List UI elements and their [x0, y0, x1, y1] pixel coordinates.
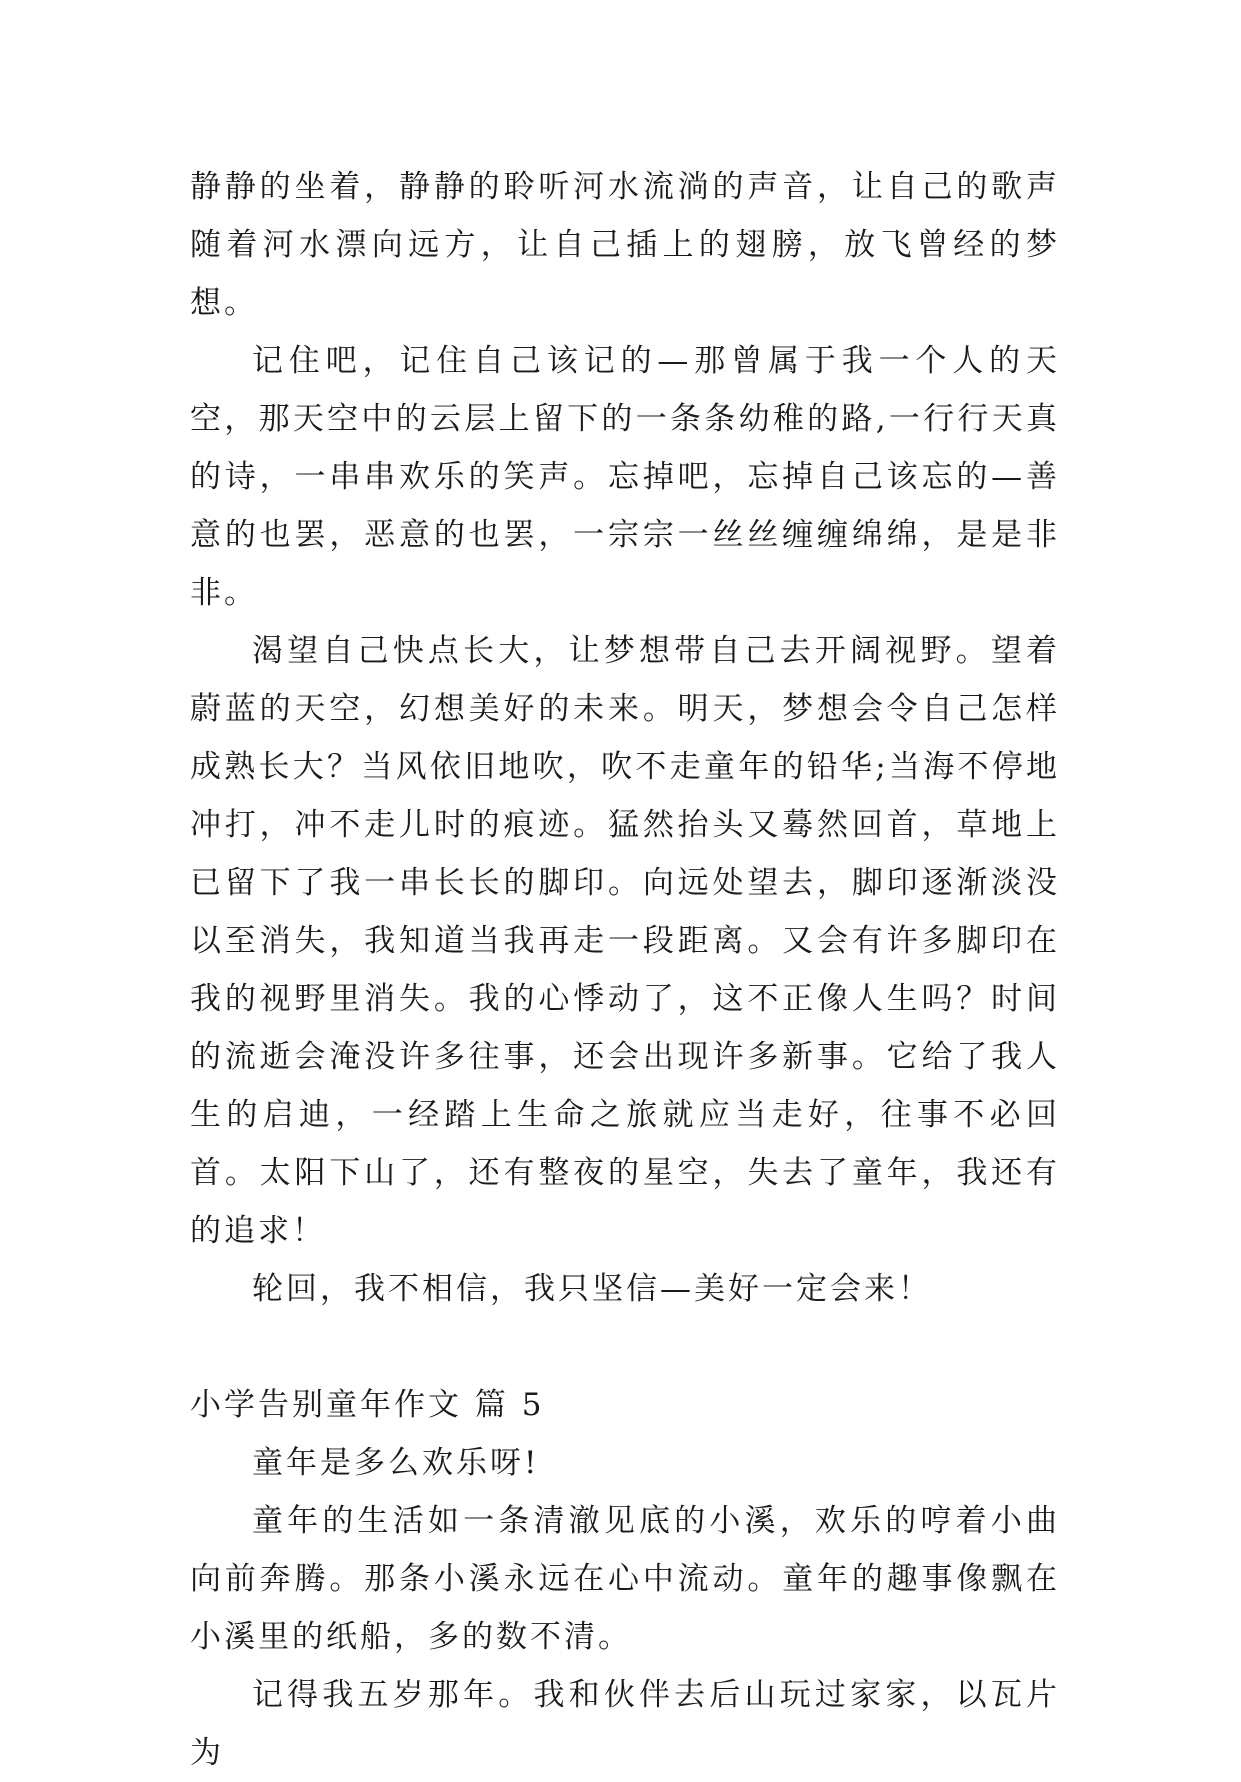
paragraph-longing: 渴望自己快点长大，让梦想带自己去开阔视野。望着蔚蓝的天空，幻想美好的未来。明天，梦想会令自己怎样成熟长大？当风依旧地吹，吹不走童年的铅华;当海不停地冲打，冲不走儿时的痕迹。猛然抬头又蓦然回首，草地上已留下了我一串长长的脚印。向远处望去，脚印逐渐淡没以至消失，我知道当我再走一段距离。又会有许多脚印在我的视野里消失。我的心悸动了，这不正像人生吗？时间的流逝会淹没许多往事，还会出现许多新事。它给了我人生的启迪，一经踏上生命之旅就应当走好，往事不必回首。太阳下山了，还有整夜的星空，失去了童年，我还有的追求！: [190, 633, 1060, 1249]
paragraph-reincarnation: 轮回，我不相信，我只坚信—美好一定会来！: [252, 1271, 932, 1307]
paragraph-memory: 记得我五岁那年。我和伙伴去后山玩过家家，以瓦片为: [190, 1677, 1060, 1771]
paragraph-stream: 童年的生活如一条清澈见底的小溪，欢乐的哼着小曲向前奔腾。那条小溪永远在心中流动。童年的趣事像飘在小溪里的纸船，多的数不清。: [190, 1503, 1060, 1655]
paragraph-continued: 静静的坐着，静静的聆听河水流淌的声音，让自己的歌声随着河水漂向远方，让自己插上的翅膀，放飞曾经的梦想。: [190, 169, 1060, 321]
paragraph-remember: 记住吧，记住自己该记的—那曾属于我一个人的天空，那天空中的云层上留下的一条条幼稚的路,一行行天真的诗，一串串欢乐的笑声。忘掉吧，忘掉自己该忘的—善意的也罢，恶意的也罢，一宗宗一丝丝缠缠绵绵，是是非非。: [190, 343, 1060, 611]
document-body: [190, 158, 1060, 1782]
section-title: 小学告别童年作文 篇 5: [190, 1387, 545, 1423]
paragraph-joyful: 童年是多么欢乐呀!: [252, 1445, 540, 1481]
section-spacer: [190, 1318, 1060, 1376]
